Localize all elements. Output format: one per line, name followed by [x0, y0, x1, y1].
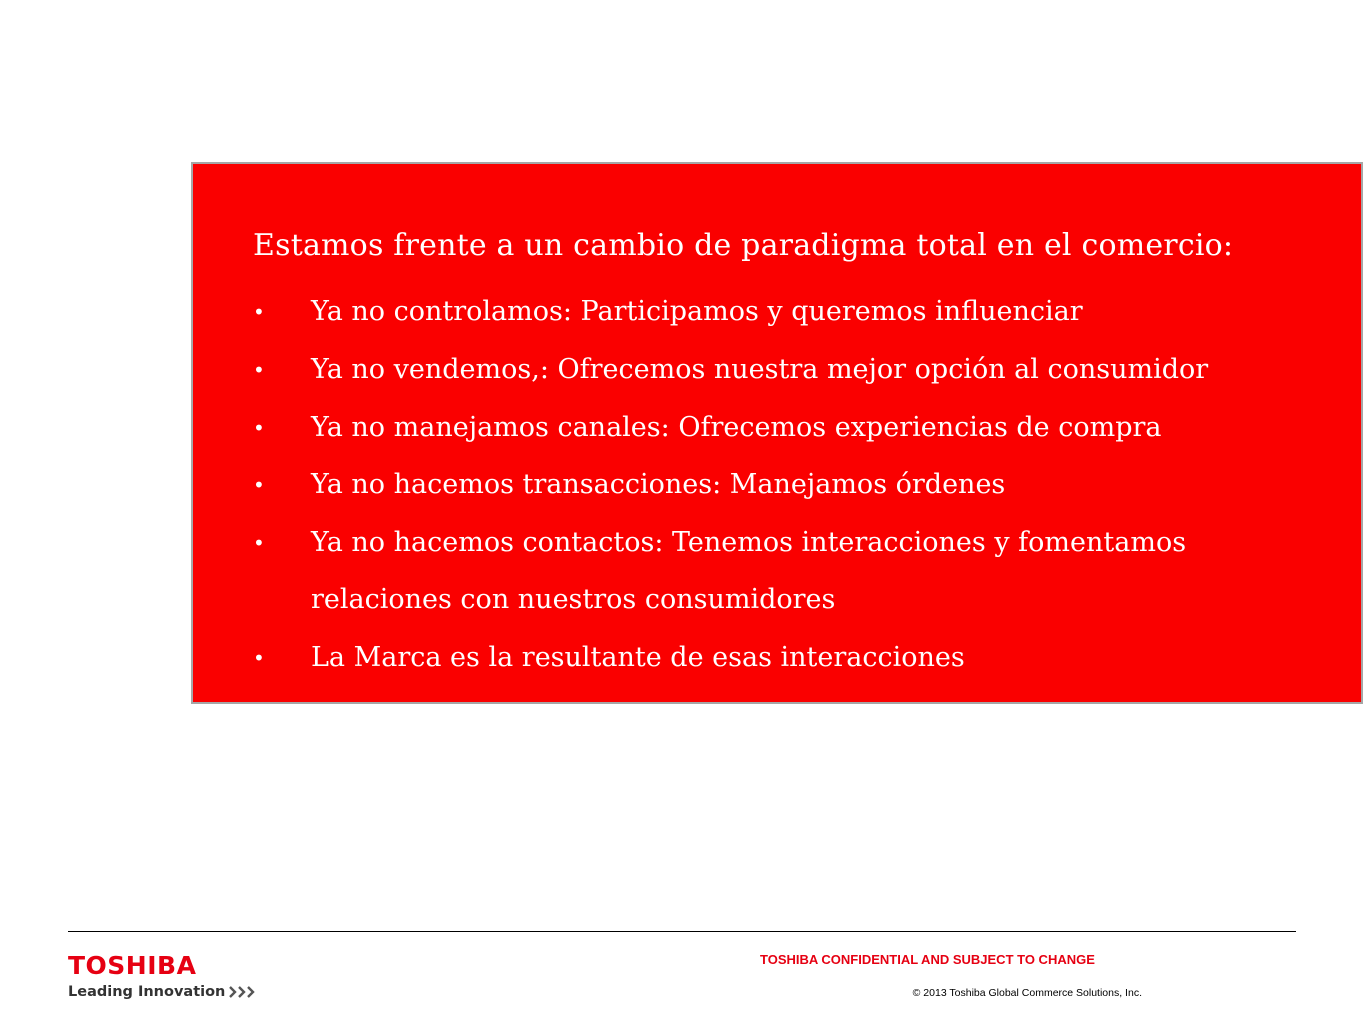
bullet-icon: •: [253, 531, 265, 555]
bullet-icon: •: [253, 646, 265, 670]
triple-chevron-right-icon: [229, 985, 259, 999]
tagline-text: Leading Innovation: [68, 984, 226, 1000]
red-content-box: [191, 162, 1363, 704]
bullet-text: La Marca es la resultante de esas interacciones: [311, 642, 965, 673]
bullet-continuation-text: relaciones con nuestros consumidores: [311, 584, 836, 615]
confidential-notice: TOSHIBA CONFIDENTIAL AND SUBJECT TO CHANGE: [760, 952, 1095, 967]
copyright-notice: © 2013 Toshiba Global Commerce Solutions, Inc.: [912, 987, 1142, 999]
bullet-icon: •: [253, 358, 265, 382]
bullet-text: Ya no vendemos,: Ofrecemos nuestra mejor opción al consumidor: [311, 354, 1209, 385]
bullet-icon: •: [253, 473, 265, 497]
bullet-text: Ya no controlamos: Participamos y queremos influenciar: [311, 296, 1083, 327]
bullet-icon: •: [253, 300, 265, 324]
slide-heading: Estamos frente a un cambio de paradigma total en el comercio:: [253, 228, 1234, 263]
bullet-text: Ya no hacemos contactos: Tenemos interacciones y fomentamos: [311, 527, 1187, 558]
bullet-icon: •: [253, 416, 265, 440]
toshiba-logo: TOSHIBA: [68, 951, 197, 980]
bullet-text: Ya no manejamos canales: Ofrecemos experiencias de compra: [311, 412, 1162, 443]
footer-divider: [68, 931, 1296, 932]
bullet-text: Ya no hacemos transacciones: Manejamos órdenes: [311, 469, 1006, 500]
bullet-list: [193, 164, 1361, 702]
tagline: [68, 983, 259, 1001]
